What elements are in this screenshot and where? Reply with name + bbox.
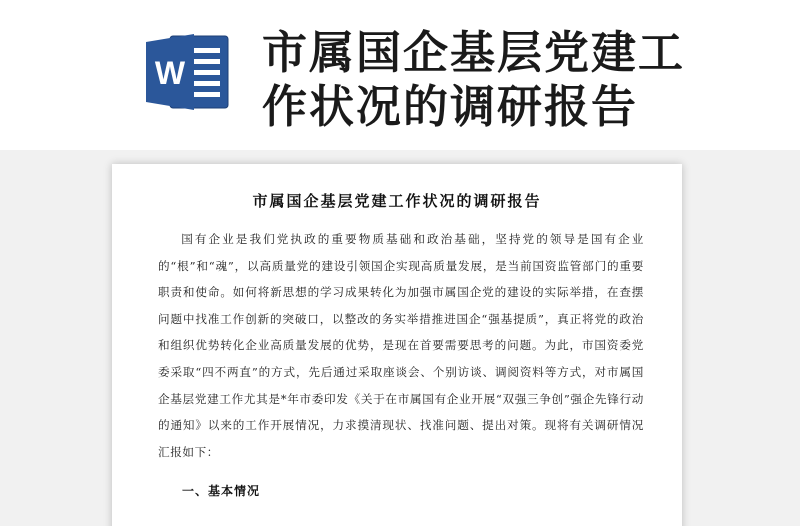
document-body [158, 226, 644, 465]
banner [0, 0, 800, 150]
word-icon-letter: W [154, 55, 186, 91]
section-heading-1: 一、基本情况 [182, 484, 261, 498]
banner-title: 市属国企基层党建工作状况的调研报告 [262, 26, 686, 133]
document-page [112, 164, 682, 526]
word-icon [140, 24, 234, 120]
paragraph-1: 国有企业是我们党执政的重要物质基础和政治基础，坚持党的领导是国有企业的“根”和“魂”，以高质量党的建设引领国企实现高质量发展，是当前国资监管部门的重要职责和使命。如何将新思想的学习成果转化为加强市属国企党的建设的实际举措，在查摆问题中找准工作创新的突破口，以整改的务实举措推进国企“强基提质”，真正将党的政治和组织优势转化企业高质量发展的优势，是现在首要需要思考的问题。为此，市国资委党委采取“四不两直”的方式，先后通过采取座谈会、个别访谈、调阅资料等方式，对市属国企基层党建工作尤其是*年市委印发《关于在市属国有企业开展“双强三争创”强企先锋行动的通知》以来的工作开展情况，力求摸清现状、找准问题、提出对策。现将有关调研情况汇报如下： [158, 232, 644, 459]
document-title: 市属国企基层党建工作状况的调研报告 [252, 192, 542, 210]
